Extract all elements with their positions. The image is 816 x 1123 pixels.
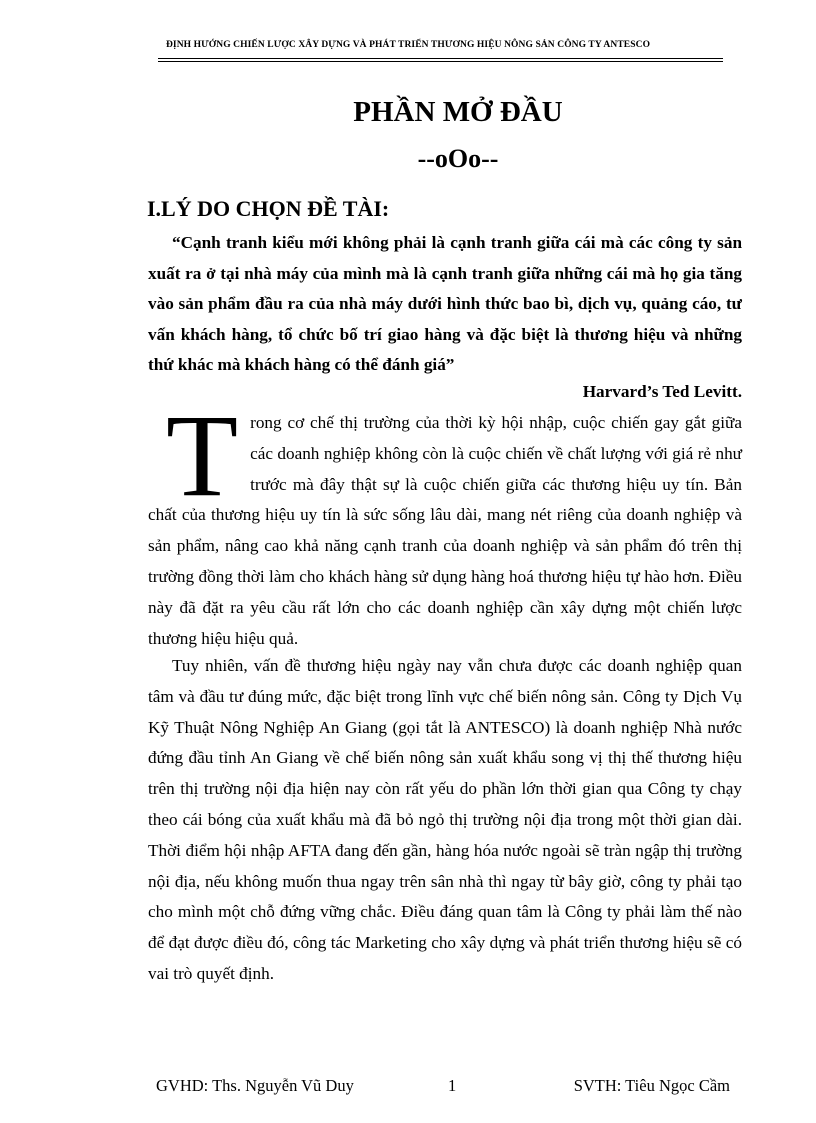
header-rule-thin — [158, 61, 723, 62]
epigraph-quote: “Cạnh tranh kiểu mới không phải là cạnh tranh giữa cái mà các công ty sản xuất ra ở tại nhà máy của mình mà là cạnh tranh giữa những cái mà họ gia tăng vào sản phẩm đầu ra của nhà máy dưới hình thức bao bì, dịch vụ, quảng cáo, tư vấn khách hàng, tổ chức bố trí giao hàng và đặc biệt là thương hiệu và những thứ khác mà khách hàng có thể đánh giá” — [148, 233, 742, 374]
drop-cap-letter: T — [166, 390, 239, 521]
section-title: I.LÝ DO CHỌN ĐỀ TÀI: — [147, 196, 390, 221]
body-paragraph-2: Tuy nhiên, vấn đề thương hiệu ngày nay vẫn chưa được các doanh nghiệp quan tâm và đầu tư đúng mức, đặc biệt trong lĩnh vực chế biến nông sản. Công ty Dịch Vụ Kỹ Thuật Nông Nghiệp An Giang (gọi tắt là ANTESCO) là doanh nghiệp Nhà nước đứng đầu tỉnh An Giang về chế biến nông sản xuất khẩu song vị thị thế thương hiệu trên thị trường nội địa hiện nay còn rất yếu do phần lớn thời gian qua Công ty chạy theo cái bóng của xuất khẩu mà đã bỏ ngỏ thị trường nội địa trong một thời gian dài. Thời điểm hội nhập AFTA đang đến gần, hàng hóa nước ngoài sẽ tràn ngập thị trường nội địa, nếu không muốn thua ngay trên sân nhà thì ngay từ bây giờ, công ty phải tạo cho mình một chỗ đứng vững chắc. Điều đáng quan tâm là Công ty phải làm thế nào để đạt được điều đó, công tác Marketing cho xây dựng và phát triển thương hiệu sẽ có vai trò quyết định. — [148, 656, 742, 983]
footer-advisor: GVHD: Ths. Nguyễn Vũ Duy — [156, 1076, 354, 1095]
footer-student: SVTH: Tiêu Ngọc Cầm — [573, 1076, 730, 1095]
page-footer — [148, 1076, 742, 1098]
running-header: ĐỊNH HƯỚNG CHIẾN LƯỢC XÂY DỰNG VÀ PHÁT TRIỂN THƯƠNG HIỆU NÔNG SẢN CÔNG TY ANTESCO — [165, 40, 651, 50]
quote-author: Harvard’s Ted Levitt. — [582, 382, 742, 401]
footer-page-number: 1 — [448, 1076, 457, 1095]
chapter-ornament: --oOo-- — [417, 144, 499, 173]
header-rule-thick — [158, 58, 723, 59]
chapter-title: PHẦN MỞ ĐẦU — [353, 96, 563, 128]
body-paragraph-1-text: rong cơ chế thị trường của thời kỳ hội nhập, cuộc chiến gay gắt giữa các doanh nghiệp không còn là cuộc chiến về chất lượng với giá rẻ như trước mà đây thật sự là cuộc chiến giữa các thương hiệu uy tín. Bản chất của thương hiệu uy tín là sức sống lâu dài, mang nét riêng của doanh nghiệp và sản phẩm, nâng cao khả năng cạnh tranh của doanh nghiệp và sản phẩm đó trên thị trường đồng thời làm cho khách hàng sử dụng hàng hoá thương hiệu tự hào hơn. Điều này đã đặt ra yêu cầu rất lớn cho các doanh nghiệp cần xây dựng một chiến lược thương hiệu hiệu quả. — [148, 413, 742, 648]
